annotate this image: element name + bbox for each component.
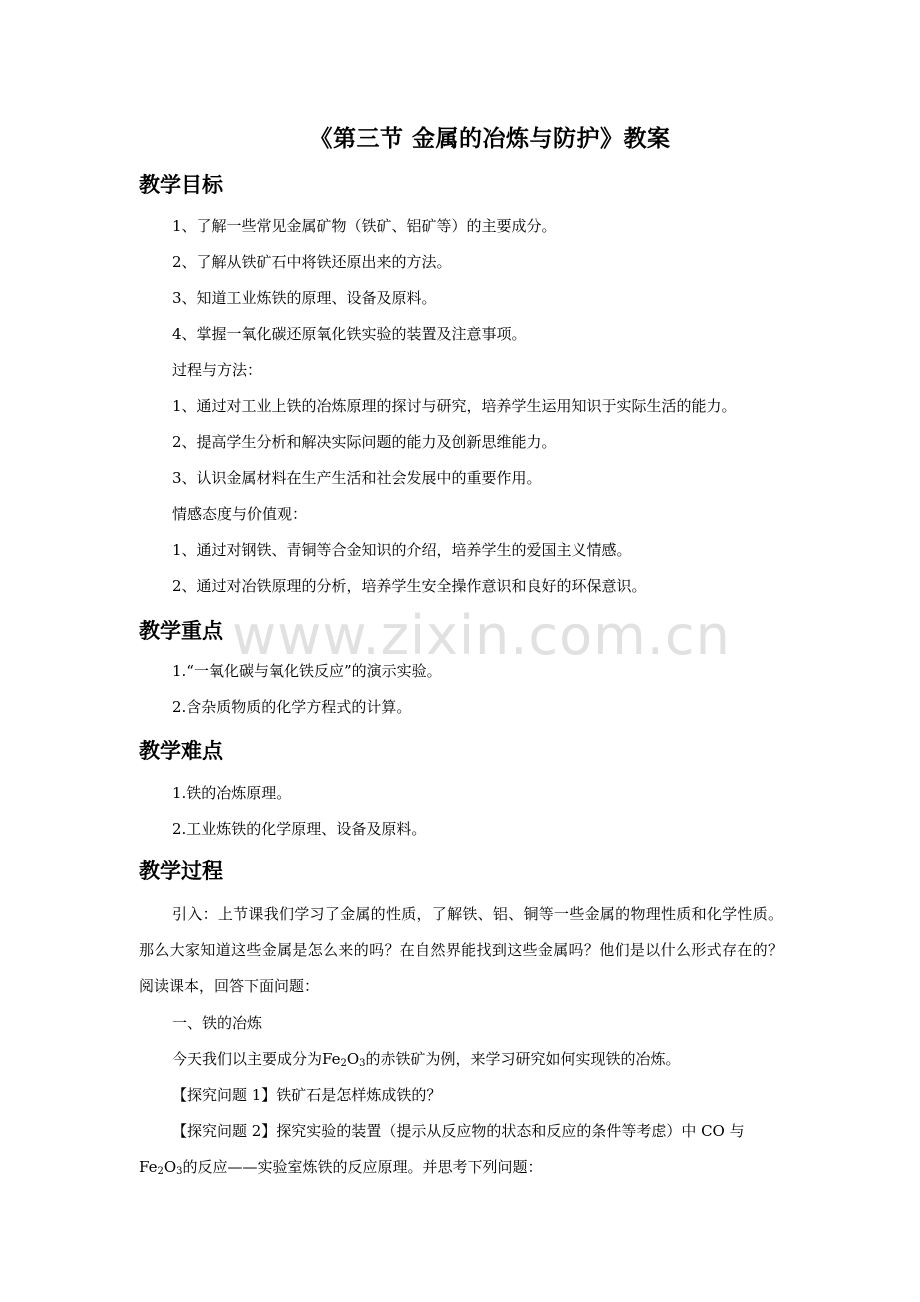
- watermark-text: www.zixin.com.cn: [232, 604, 731, 667]
- heading-teaching-objectives: 教学目标: [139, 173, 223, 197]
- difficulty-item: 2.工业炼铁的化学原理、设备及原料。: [172, 820, 427, 838]
- intro-paragraph: 引入：上节课我们学习了金属的性质，了解铁、铝、铜等一些金属的物理性质和化学性质。那么大家知道这些金属是怎么来的吗？在自然界能找到这些金属吗？他们是以什么形式存在的？阅读课本，回答下面问题：: [139, 905, 783, 995]
- heading-key-points: 教学重点: [139, 619, 223, 643]
- objective-item: 3、知道工业炼铁的原理、设备及原料。: [172, 289, 437, 307]
- emotion-values-label: 情感态度与价值观：: [172, 505, 308, 523]
- process-item: 3、认识金属材料在生产生活和社会发展中的重要作用。: [172, 469, 542, 487]
- heading-teaching-process: 教学过程: [139, 859, 223, 883]
- difficulty-item: 1.铁的冶炼原理。: [172, 784, 292, 802]
- objective-item: 1、了解一些常见金属矿物（铁矿、铝矿等）的主要成分。: [172, 217, 557, 235]
- emotion-item: 2、通过对冶铁原理的分析，培养学生安全操作意识和良好的环保意识。: [172, 577, 647, 595]
- heading-difficulties: 教学难点: [139, 739, 223, 763]
- process-item: 1、通过对工业上铁的冶炼原理的探讨与研究，培养学生运用知识于实际生活的能力。: [172, 397, 737, 415]
- today-sentence: 今天我们以主要成分为$Fe_2O_3$的赤铁矿为例，来学习研究如何实现铁的冶炼。: [172, 1050, 681, 1069]
- document-title: 《第三节 金属的冶炼与防护》教案: [309, 126, 671, 152]
- process-item: 2、提高学生分析和解决实际问题的能力及创新思维能力。: [172, 433, 557, 451]
- objective-item: 2、了解从铁矿石中将铁还原出来的方法。: [172, 253, 452, 271]
- process-method-label: 过程与方法：: [172, 361, 263, 379]
- objective-item: 4、掌握一氧化碳还原氧化铁实验的装置及注意事项。: [172, 325, 527, 343]
- inquiry-question-1: 【探究问题 1】铁矿石是怎样炼成铁的？: [172, 1086, 442, 1104]
- emotion-item: 1、通过对钢铁、青铜等合金知识的介绍，培养学生的爱国主义情感。: [172, 541, 632, 559]
- section-iron-smelting: 一、铁的冶炼: [172, 1014, 263, 1032]
- inquiry-question-2-line2: $Fe_2O_3$的反应——实验室炼铁的反应原理。并思考下列问题：: [139, 1158, 543, 1177]
- key-point-item: 1.“一氧化碳与氧化铁反应”的演示实验。: [172, 662, 442, 680]
- inquiry-question-2-line1: 【探究问题 2】探究实验的装置（提示从反应物的状态和反应的条件等考虑）中 CO 与: [172, 1122, 745, 1140]
- key-point-item: 2.含杂质物质的化学方程式的计算。: [172, 698, 412, 716]
